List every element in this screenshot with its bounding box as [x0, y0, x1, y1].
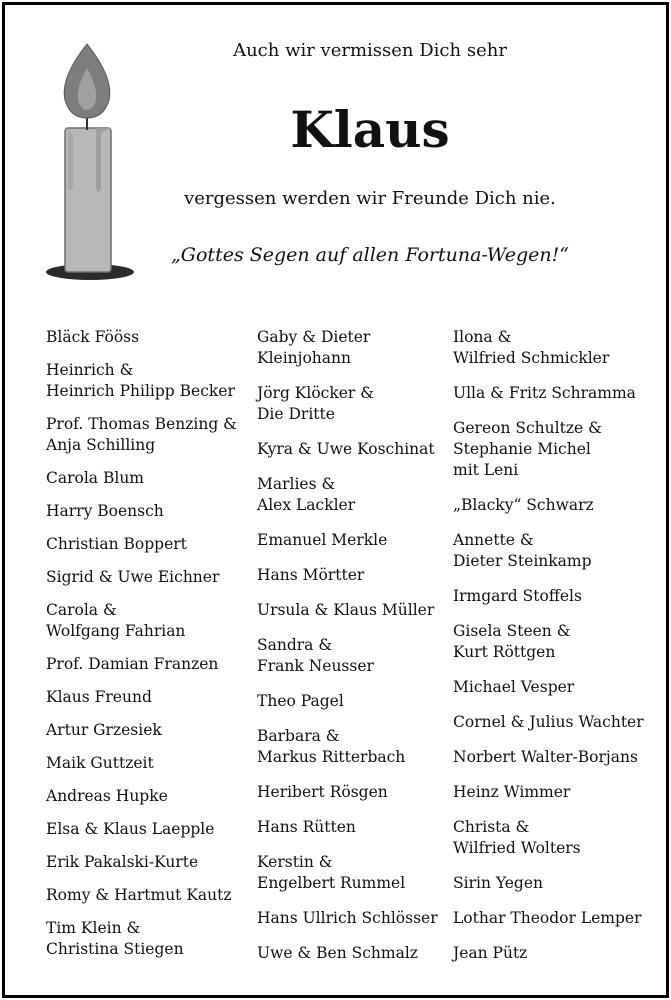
mourner-name-line: Uwe & Ben Schmalz [257, 944, 418, 962]
mourner-name-line: Dieter Steinkamp [453, 552, 592, 570]
mourner-name-line: Heinrich & [46, 361, 134, 379]
mourner-entry [257, 691, 438, 712]
mourner-name-line: Lothar Theodor Lemper [453, 909, 642, 927]
mourner-entry [257, 474, 438, 516]
mourner-name-line: Sirin Yegen [453, 874, 543, 892]
mourner-name-line: Wilfried Schmickler [453, 349, 610, 367]
mourner-entry [46, 687, 237, 708]
mourner-name-line: Engelbert Rummel [257, 874, 406, 892]
mourner-entry [453, 677, 644, 698]
mourner-entry [46, 567, 237, 588]
mourner-entry [453, 817, 644, 859]
mourner-name-line: Andreas Hupke [46, 787, 168, 805]
mourner-name-line: Christa & [453, 818, 530, 836]
mourner-entry [257, 726, 438, 768]
mourner-name-line: Bläck Fööss [46, 328, 140, 346]
mourner-name-line: Cornel & Julius Wachter [453, 713, 644, 731]
mourner-entry [453, 621, 644, 663]
mourner-name-line: Hans Ullrich Schlösser [257, 909, 438, 927]
mourner-name-line: Prof. Thomas Benzing & [46, 415, 237, 433]
mourner-name-line: Michael Vesper [453, 678, 575, 696]
mourner-name-line: Christina Stiegen [46, 940, 184, 958]
mourner-entry [257, 817, 438, 838]
mourner-name-line: Markus Ritterbach [257, 748, 406, 766]
mourner-name-line: „Blacky“ Schwarz [453, 496, 594, 514]
mourner-name-line: Sigrid & Uwe Eichner [46, 568, 220, 586]
mourner-entry [257, 600, 438, 621]
mourner-name-line: Heribert Rösgen [257, 783, 388, 801]
mourner-name-line: Alex Lackler [257, 496, 356, 514]
mourner-name-line: Emanuel Merkle [257, 531, 388, 549]
mourner-entry [46, 534, 237, 555]
mourner-name-line: Carola Blum [46, 469, 144, 487]
mourner-entry [46, 918, 237, 960]
mourner-entry [453, 782, 644, 803]
mourner-name-line: Wolfgang Fahrian [46, 622, 186, 640]
mourner-name-line: Theo Pagel [257, 692, 344, 710]
mourner-name-line: Annette & [453, 531, 534, 549]
mourner-name-line: Ulla & Fritz Schramma [453, 384, 636, 402]
mourner-name-line: Anja Schilling [46, 436, 156, 454]
mourner-entry [46, 360, 237, 402]
mourner-name-line: Kerstin & [257, 853, 333, 871]
mourner-name-line: Harry Boensch [46, 502, 164, 520]
mourner-name-line: Erik Pakalski-Kurte [46, 853, 199, 871]
mourner-name-line: Klaus Freund [46, 688, 152, 706]
mourner-name-line: Gereon Schultze & [453, 419, 602, 437]
mourner-entry [46, 501, 237, 522]
mourners-column-3 [453, 327, 644, 978]
mourner-entry [257, 852, 438, 894]
mourner-entry [453, 530, 644, 572]
mourner-entry [257, 565, 438, 586]
mourner-entry [257, 908, 438, 929]
mourner-name-line: Kleinjohann [257, 349, 351, 367]
mourner-entry [46, 720, 237, 741]
mourner-name-line: Maik Guttzeit [46, 754, 154, 772]
heading-bottom: vergessen werden wir Freunde Dich nie. [184, 188, 556, 209]
motto: „Gottes Segen auf allen Fortuna-Wegen!“ [170, 244, 570, 266]
mourner-entry [257, 782, 438, 803]
mourner-name-line: Kyra & Uwe Koschinat [257, 440, 435, 458]
mourner-entry [46, 327, 237, 348]
mourner-entry [257, 383, 438, 425]
candle-drip-left [68, 130, 73, 191]
mourner-name-line: Die Dritte [257, 405, 335, 423]
mourner-name-line: Wilfried Wolters [453, 839, 581, 857]
mourner-name-line: Jörg Klöcker & [257, 384, 375, 402]
mourner-entry [257, 943, 438, 964]
mourner-name-line: Stephanie Michel [453, 440, 591, 458]
mourner-name-line: Christian Boppert [46, 535, 187, 553]
mourner-name-line: Artur Grzesiek [46, 721, 162, 739]
mourner-entry [453, 747, 644, 768]
mourner-name-line: Carola & [46, 601, 117, 619]
mourner-entry [46, 468, 237, 489]
mourner-entry [453, 712, 644, 733]
mourner-name-line: Hans Mörtter [257, 566, 365, 584]
mourner-entry [257, 530, 438, 551]
mourner-name-line: Gaby & Dieter [257, 328, 371, 346]
mourner-entry [453, 383, 644, 404]
mourner-entry [257, 327, 438, 369]
mourner-entry [46, 786, 237, 807]
mourners-column-1 [46, 327, 237, 972]
heading-top: Auch wir vermissen Dich sehr [233, 40, 507, 61]
mourner-entry [46, 852, 237, 873]
mourner-entry [453, 327, 644, 369]
mourner-entry [453, 943, 644, 964]
mourner-entry [46, 819, 237, 840]
mourner-name-line: Jean Pütz [453, 944, 528, 962]
mourner-name-line: Hans Rütten [257, 818, 356, 836]
mourner-name-line: Prof. Damian Franzen [46, 655, 219, 673]
mourner-entry [257, 439, 438, 460]
mourner-name-line: Ilona & [453, 328, 512, 346]
mourner-entry [453, 908, 644, 929]
mourner-name-line: Heinrich Philipp Becker [46, 382, 235, 400]
mourner-name-line: Gisela Steen & [453, 622, 571, 640]
mourner-name-line: Irmgard Stoffels [453, 587, 582, 605]
mourner-name-line: Elsa & Klaus Laepple [46, 820, 215, 838]
mourner-entry [453, 873, 644, 894]
mourner-name-line: Heinz Wimmer [453, 783, 571, 801]
mourner-entry [453, 495, 644, 516]
mourner-name-line: Sandra & [257, 636, 333, 654]
mourner-entry [46, 753, 237, 774]
mourner-entry [46, 654, 237, 675]
candle-icon [40, 38, 140, 288]
mourner-name-line: Norbert Walter-Borjans [453, 748, 638, 766]
mourner-name-line: Tim Klein & [46, 919, 141, 937]
mourner-entry [453, 586, 644, 607]
mourner-name-line: Romy & Hartmut Kautz [46, 886, 232, 904]
mourner-entry [46, 414, 237, 456]
mourners-column-2 [257, 327, 438, 978]
mourner-name-line: mit Leni [453, 461, 519, 479]
mourner-entry [257, 635, 438, 677]
mourner-entry [453, 418, 644, 481]
mourner-name-line: Barbara & [257, 727, 340, 745]
mourner-entry [46, 885, 237, 906]
deceased-name: Klaus [290, 100, 450, 159]
mourner-name-line: Kurt Röttgen [453, 643, 556, 661]
mourner-name-line: Ursula & Klaus Müller [257, 601, 435, 619]
mourner-entry [46, 600, 237, 642]
mourner-name-line: Frank Neusser [257, 657, 374, 675]
mourner-name-line: Marlies & [257, 475, 336, 493]
